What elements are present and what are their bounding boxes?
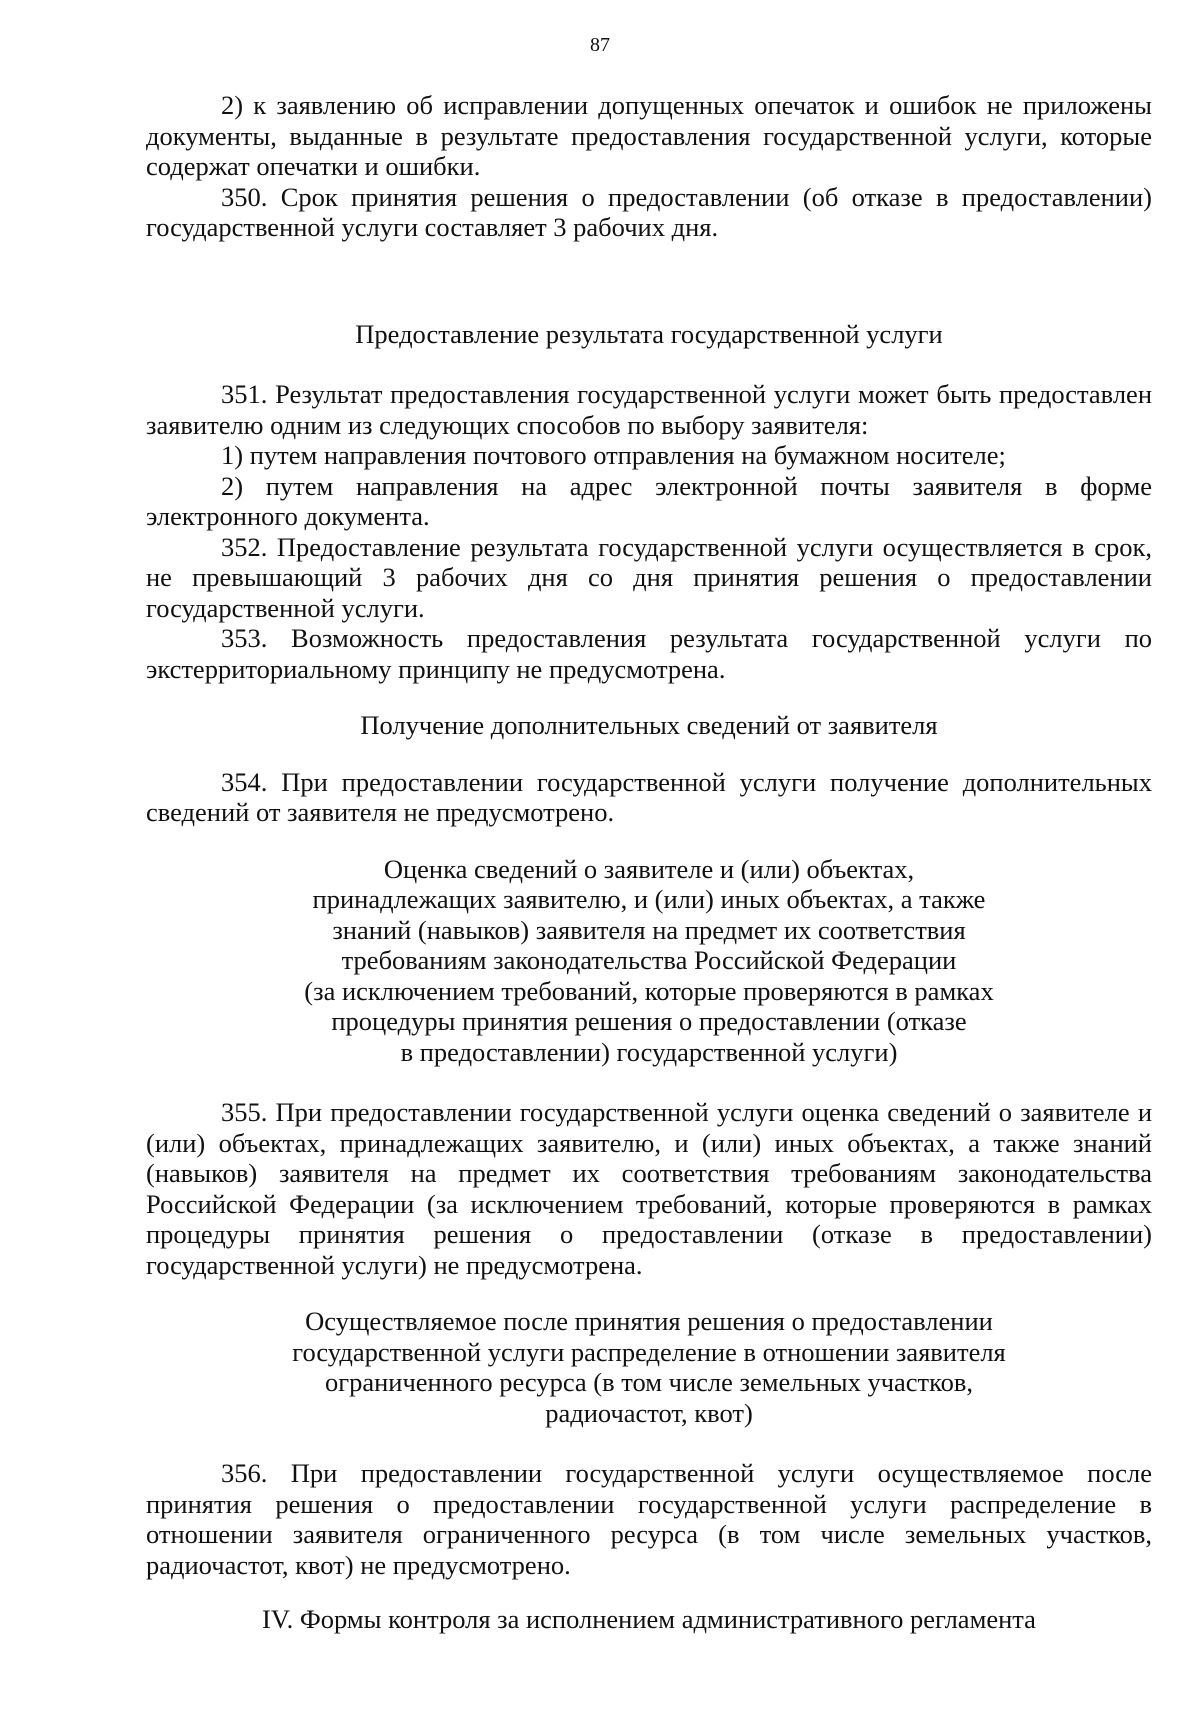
heading-assessment-line: принадлежащих заявителю, и (или) иных объектах, а также xyxy=(312,884,986,914)
paragraph-353: 353. Возможность предоставления результата государственной услуги по экстерриториальному принципу не предусмотрена. xyxy=(146,623,1152,684)
heading-section-iv: IV. Формы контроля за исполнением административного регламента xyxy=(262,1604,1036,1634)
paragraph-355: 355. При предоставлении государственной услуги оценка сведений о заявителе и (или) объектах, принадлежащих заявителю, и (или) иных объектах, а также знаний (навыков) заявителя на предмет их соответствия требованиям законодательства Российской Федерации (за исключением требований, которые проверяются в рамках процедуры принятия решения о предоставлении (отказе в предоставлении) государственной услуги) не предусмотрена. xyxy=(146,1097,1152,1280)
heading-assessment-line: процедуры принятия решения о предоставлении (отказе xyxy=(331,1006,967,1036)
paragraph-350: 350. Срок принятия решения о предоставлении (об отказе в предоставлении) государственной услуги составляет 3 рабочих дня. xyxy=(146,181,1152,242)
document-body xyxy=(146,90,1152,1635)
heading-distribution-line: государственной услуги распределение в отношении заявителя xyxy=(292,1336,1006,1367)
paragraph-352: 352. Предоставление результата государственной услуги осуществляется в срок, не превышающий 3 рабочих дня со дня принятия решения о предоставлении государственной услуги. xyxy=(146,531,1152,623)
heading-assessment-line: (за исключением требований, которые проверяются в рамках xyxy=(304,975,994,1006)
heading-distribution-line: радиочастот, квот) xyxy=(545,1397,753,1428)
heading-assessment-line: Оценка сведений о заявителе и (или) объектах, xyxy=(383,853,915,884)
heading-distribution-line: ограниченного ресурса (в том числе земельных участков, xyxy=(324,1367,974,1397)
heading-distribution xyxy=(146,1306,1152,1428)
heading-result-provision: Предоставление результата государственной услуги xyxy=(355,318,943,349)
heading-assessment-line: знаний (навыков) заявителя на предмет их соответствия xyxy=(332,914,966,945)
paragraph-351-item-1: 1) путем направления почтового отправления на бумажном носителе; xyxy=(221,440,1006,470)
paragraph-351-item-2: 2) путем направления на адрес электронной почты заявителя в форме электронного документа. xyxy=(146,470,1152,531)
page-number: 87 xyxy=(590,34,610,56)
paragraph-356: 356. При предоставлении государственной услуги осуществляемое после принятия решения о предоставлении государственной услуги распределение в отношении заявителя ограниченного ресурса (в том числе земельных участков, радиочастот, квот) не предусмотрено. xyxy=(146,1458,1152,1580)
heading-distribution-line: Осуществляемое после принятия решения о предоставлении xyxy=(305,1306,993,1336)
heading-assessment-line: в предоставлении) государственной услуги) xyxy=(400,1036,898,1067)
heading-additional-info: Получение дополнительных сведений от заявителя xyxy=(360,710,938,740)
heading-assessment xyxy=(146,854,1152,1068)
paragraph-354: 354. При предоставлении государственной услуги получение дополнительных сведений от заявителя не предусмотрено. xyxy=(146,766,1152,827)
paragraph-351: 351. Результат предоставления государственной услуги может быть предоставлен заявителю одним из следующих способов по выбору заявителя: xyxy=(146,379,1152,440)
paragraph-item-2: 2) к заявлению об исправлении допущенных опечаток и ошибок не приложены документы, выданные в результате предоставления государственной услуги, которые содержат опечатки и ошибки. xyxy=(146,90,1152,181)
heading-assessment-line: требованиям законодательства Российской Федерации xyxy=(341,945,957,975)
